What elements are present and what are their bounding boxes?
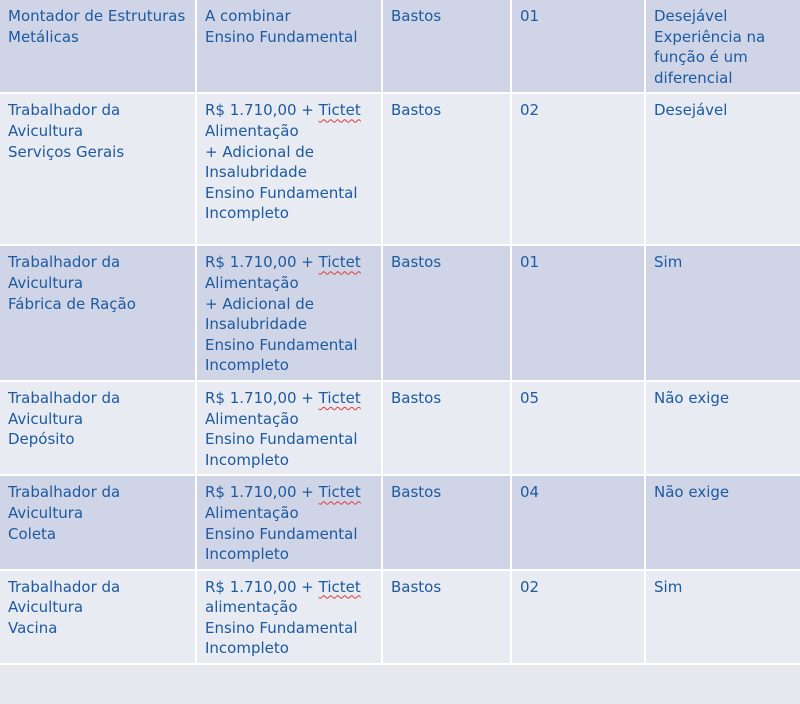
salary-requirements-cell <box>196 0 382 93</box>
experience-cell: Não exige <box>645 475 800 569</box>
salary-text: R$ 1.710,00 + <box>205 483 319 502</box>
job-title-cell: Trabalhador da Avicultura Coleta <box>0 475 196 569</box>
table-row <box>0 475 800 569</box>
salary-benefit-text: Tictet <box>318 483 361 502</box>
experience-cell: Desejável <box>645 93 800 245</box>
table-row <box>0 0 800 93</box>
salary-text: A combinar <box>205 7 291 25</box>
experience-cell: Sim <box>645 570 800 664</box>
salary-requirements-cell <box>196 381 382 475</box>
table-row <box>0 245 800 381</box>
city-cell: Bastos <box>382 570 511 664</box>
salary-details-text: Alimentação + Adicional de Insalubridade Ensino Fundamental Incompleto <box>205 121 358 223</box>
salary-requirements-cell <box>196 475 382 569</box>
salary-text: R$ 1.710,00 + <box>205 101 319 120</box>
table-row <box>0 570 800 664</box>
experience-cell: Sim <box>645 245 800 381</box>
openings-cell: 02 <box>511 93 645 245</box>
table-row <box>0 93 800 245</box>
salary-text: R$ 1.710,00 + <box>205 388 319 407</box>
experience-cell: Não exige <box>645 381 800 475</box>
salary-details-text: Ensino Fundamental <box>205 27 358 46</box>
table-row <box>0 381 800 475</box>
salary-benefit-text: Tictet <box>318 388 361 407</box>
salary-requirements-cell <box>196 245 382 381</box>
salary-benefit-text: Tictet <box>318 577 361 596</box>
city-cell: Bastos <box>382 245 511 381</box>
salary-text: R$ 1.710,00 + <box>205 577 319 596</box>
salary-requirements-cell <box>196 570 382 664</box>
salary-benefit-text: Tictet <box>318 253 361 272</box>
job-title-cell: Trabalhador da Avicultura Vacina <box>0 570 196 664</box>
openings-cell: 02 <box>511 570 645 664</box>
openings-cell: 01 <box>511 245 645 381</box>
salary-benefit-text: Tictet <box>318 101 361 120</box>
openings-cell: 01 <box>511 0 645 93</box>
job-title-cell: Montador de Estruturas Metálicas <box>0 0 196 93</box>
salary-details-text: alimentação Ensino Fundamental Incompleto <box>205 598 358 658</box>
city-cell: Bastos <box>382 93 511 245</box>
openings-cell: 05 <box>511 381 645 475</box>
job-title-cell: Trabalhador da Avicultura Depósito <box>0 381 196 475</box>
job-title-cell: Trabalhador da Avicultura Serviços Gerais <box>0 93 196 245</box>
salary-text: R$ 1.710,00 + <box>205 253 319 272</box>
experience-cell: Desejável Experiência na função é um diferencial <box>645 0 800 93</box>
city-cell: Bastos <box>382 475 511 569</box>
city-cell: Bastos <box>382 0 511 93</box>
salary-details-text: Alimentação + Adicional de Insalubridade Ensino Fundamental Incompleto <box>205 273 358 375</box>
openings-cell: 04 <box>511 475 645 569</box>
salary-details-text: Alimentação Ensino Fundamental Incompleto <box>205 409 358 469</box>
city-cell: Bastos <box>382 381 511 475</box>
salary-details-text: Alimentação Ensino Fundamental Incompleto <box>205 503 358 564</box>
salary-requirements-cell <box>196 93 382 245</box>
job-title-cell: Trabalhador da Avicultura Fábrica de Ração <box>0 245 196 381</box>
